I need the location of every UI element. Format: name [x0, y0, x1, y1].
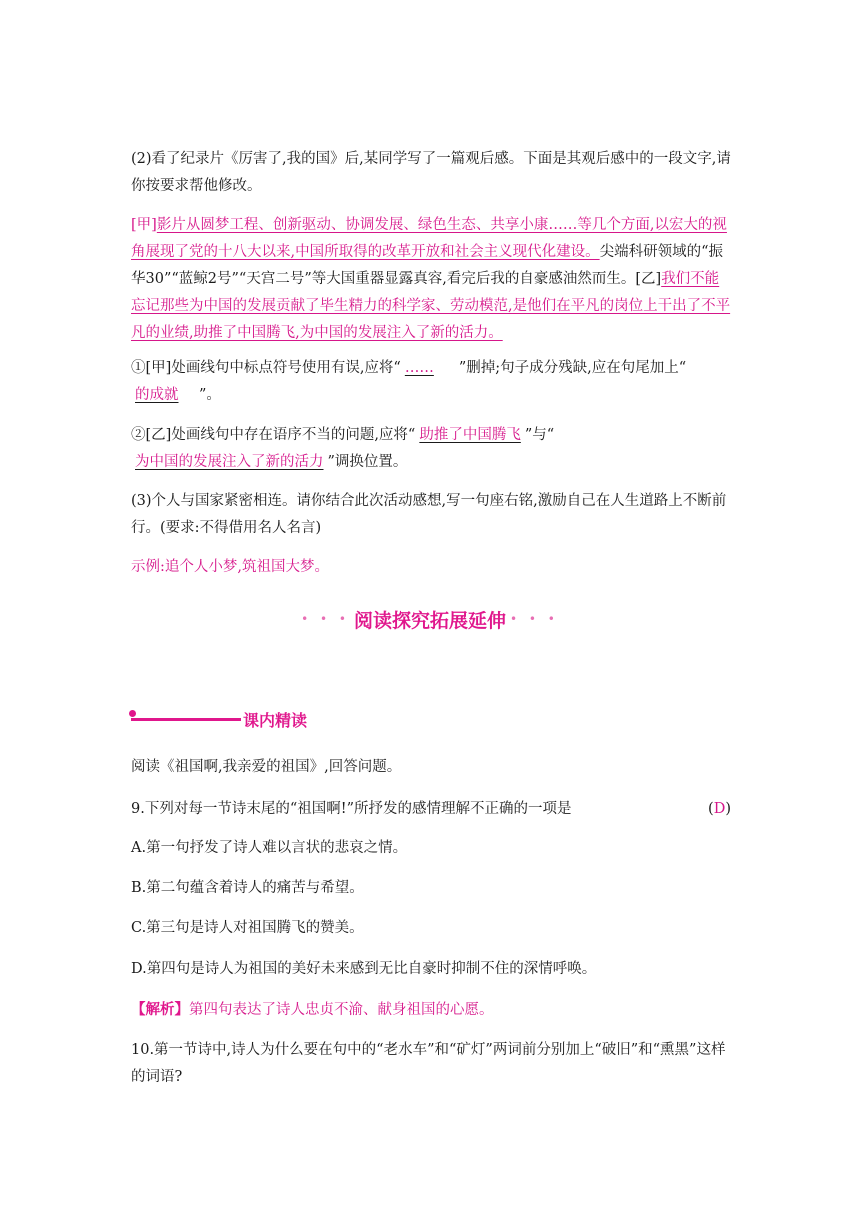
question-2-item-2 — [131, 422, 731, 476]
item2-answer-2: 为中国的发展注入了新的活力 — [135, 454, 324, 470]
passage-tag-b: [乙] — [635, 271, 662, 287]
q9-option-c: C.第三句是诗人对祖国腾飞的赞美。 — [131, 920, 364, 936]
q9-option-b: B.第二句蕴含着诗人的痛苦与希望。 — [131, 880, 364, 896]
analysis-text: 第四句表达了诗人忠贞不渝、献身祖国的心愿。 — [189, 1002, 494, 1018]
item2-suffix: ”调换位置。 — [327, 454, 408, 470]
section-header-line — [131, 718, 241, 721]
section-bullet-icon — [129, 710, 136, 717]
question-2-item-1 — [131, 355, 731, 409]
item2-middle: ”与“ — [524, 427, 555, 443]
passage-sentence-a: 影片从圆梦工程、创新驱动、协调发展、绿色生态、共享小康……等几个方面,以宏大的视角展现了党的十八大以来,中国所取得的改革开放和社会主义现代化建设。 — [131, 217, 727, 260]
section-banner — [300, 604, 560, 634]
analysis-tag: 【解析】 — [131, 1001, 189, 1018]
item2-answer-1: 助推了中国腾飞 — [419, 427, 521, 443]
section-label: 课内精读 — [243, 710, 308, 730]
q9-stem-text: 9.下列对每一节诗末尾的“祖国啊!”所抒发的感情理解不正确的一项是 — [131, 801, 572, 817]
reading-intro: 阅读《祖国啊,我亲爱的祖国》,回答问题。 — [131, 759, 402, 775]
question-2-intro: (2)看了纪录片《厉害了,我的国》后,某同学写了一篇观后感。下面是其观后感中的一段文字,请你按要求帮他修改。 — [131, 151, 731, 194]
q9-answer: D — [713, 801, 726, 817]
banner-dots-right: • • • — [510, 612, 559, 626]
q9-option-a: A.第一句抒发了诗人难以言状的悲哀之情。 — [131, 840, 408, 856]
item1-prefix: ①[甲]处画线句中标点符号使用有误,应将“ — [131, 360, 401, 376]
passage-tag-a: [甲] — [131, 217, 157, 233]
banner-dots-left: • • • — [301, 612, 350, 626]
passage-middle-text: 尖端科研领域的“振华30”“蓝鲸2号”“天宫二号”等大国重器显露真容,看完后我的自豪感油然而生。 — [131, 244, 724, 287]
question-3-answer: 示例:追个人小梦,筑祖国大梦。 — [131, 559, 329, 575]
section-header — [131, 704, 307, 734]
item1-answer-1: …… — [404, 360, 434, 376]
q9-analysis — [131, 996, 731, 1024]
q9-option-d: D.第四句是诗人为祖国的美好未来感到无比自豪时抑制不住的深情呼唤。 — [131, 961, 597, 977]
passage-sentence-b: 我们不能忘记那些为中国的发展贡献了毕生精力的科学家、劳动模范,是他们在平凡的岗位上干出了不平凡的业绩,助推了中国腾飞,为中国的发展注入了新的活力。 — [131, 271, 731, 341]
question-10-stem: 10.第一节诗中,诗人为什么要在句中的“老水车”和“矿灯”两词前分别加上“破旧”和“熏黑”这样的词语? — [131, 1042, 726, 1085]
q9-answer-bracket: (D) — [708, 801, 731, 817]
item2-prefix: ②[乙]处画线句中存在语序不当的问题,应将“ — [131, 427, 416, 443]
question-9-stem — [131, 796, 731, 823]
item1-middle: ”删掉;句子成分残缺,应在句尾加上“ — [458, 360, 687, 376]
passage-paragraph — [131, 212, 731, 347]
banner-title: 阅读探究拓展延伸 — [353, 609, 506, 632]
item1-suffix: ”。 — [199, 387, 221, 403]
question-3-text: (3)个人与国家紧密相连。请你结合此次活动感想,写一句座右铭,激励自己在人生道路上不断前行。(要求:不得借用名人名言) — [131, 493, 727, 536]
item1-answer-2: 的成就 — [135, 387, 179, 403]
